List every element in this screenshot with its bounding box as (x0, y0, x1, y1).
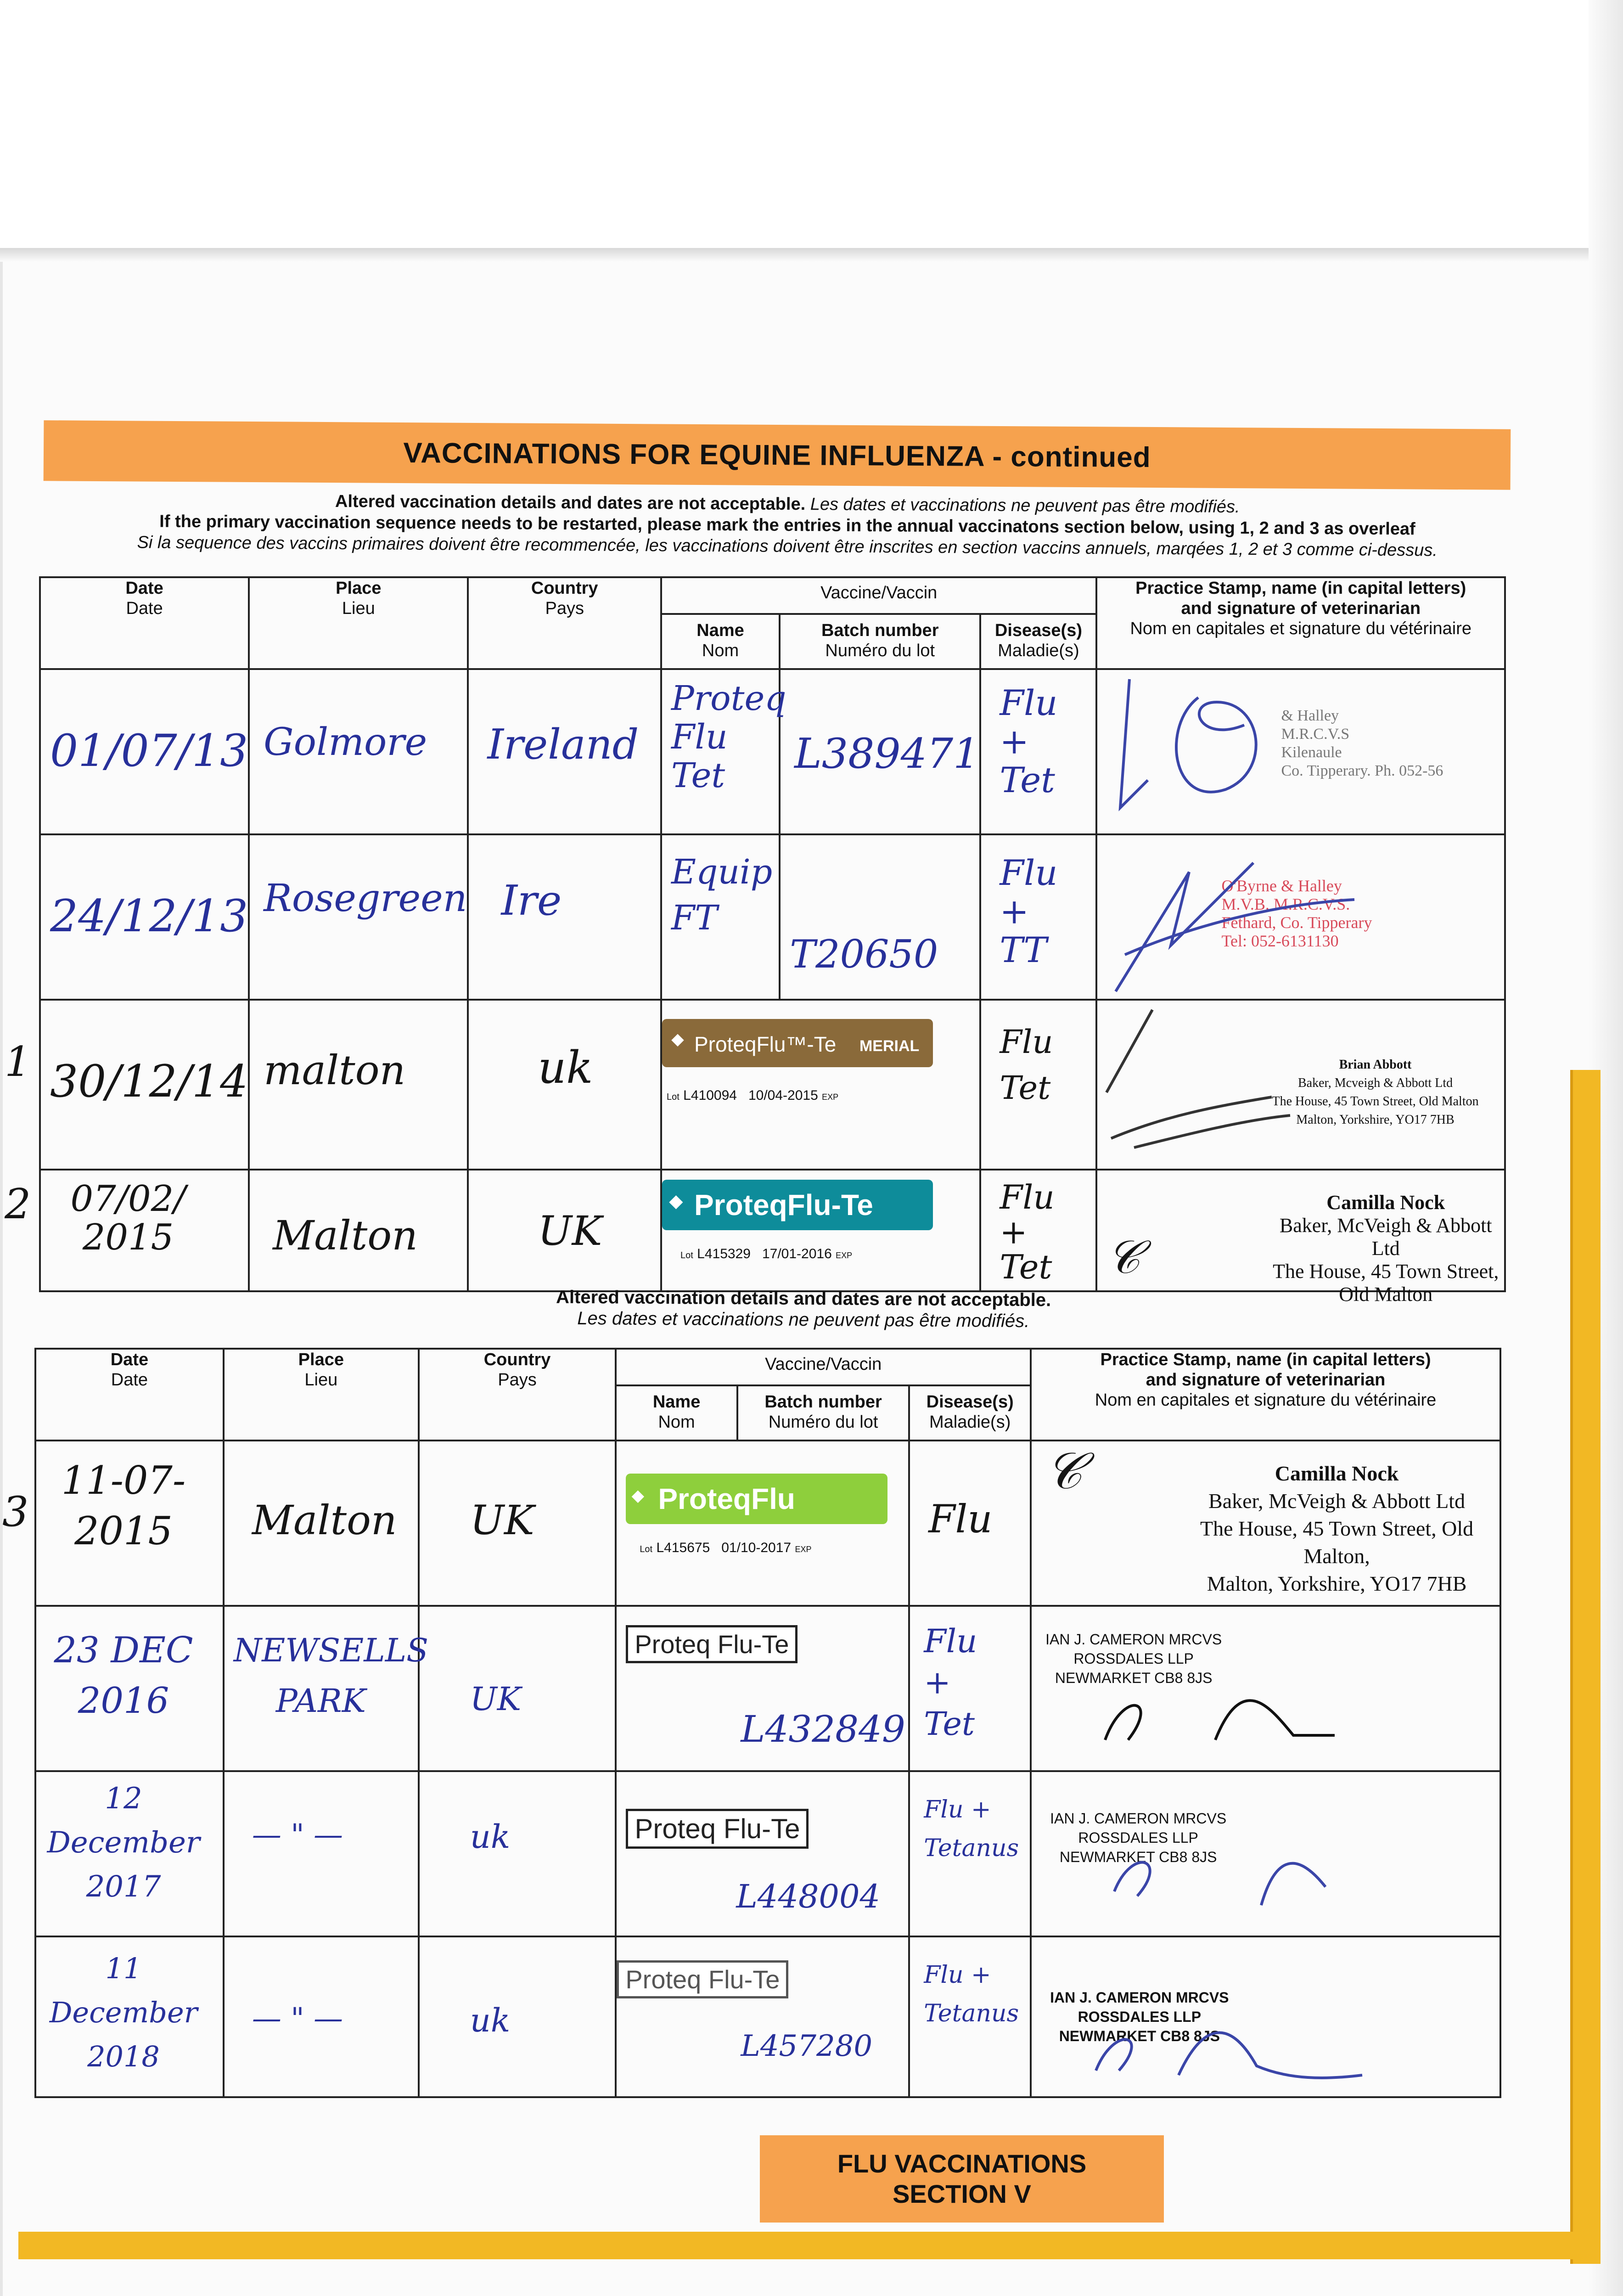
date-value: 24/12/13 (50, 890, 248, 942)
place-cell (224, 1936, 419, 2097)
country-value: uk (470, 1818, 511, 1856)
header-batch: Batch number Numéro du lot (780, 614, 980, 669)
date-cell (35, 1441, 224, 1606)
practice-stamp: IAN J. CAMERON MRCVS ROSSDALES LLP NEWMARKET CB8 8JS (1050, 1810, 1227, 1865)
notice-top-bold: Altered vaccination details and dates are not acceptable. (335, 491, 806, 514)
date-value: 30/12/14 (50, 1056, 248, 1107)
header-disease: Disease(s) Maladie(s) (980, 614, 1096, 669)
proteq-flu-te-label (662, 1180, 933, 1230)
disease-cell (909, 1771, 1031, 1936)
vaccine-label-cell (661, 1000, 980, 1170)
country-value: UK (470, 1680, 522, 1718)
label-lot-line: Lot L415675 01/10-2017 EXP (640, 1540, 812, 1555)
country-cell (419, 1441, 616, 1606)
header-vaccine: Vaccine/Vaccin (616, 1349, 1031, 1385)
signature-scribble: 𝒞 (1045, 1441, 1083, 1500)
batch-value: L432849 (741, 1708, 905, 1750)
vaccine-cell (616, 1606, 909, 1771)
country-value: UK (538, 1207, 602, 1255)
row-marker: 2 (5, 1180, 31, 1228)
stamp-cell (1031, 1936, 1500, 2097)
place-value: Malton (273, 1212, 418, 1259)
notice-top-line2: If the primary vaccination sequence needs to be restarted, please mark the entries in the annual vaccinatons section below, using 1, 2 and 3 as overleaf (159, 512, 1415, 539)
date-value: 12 December 2017 (47, 1782, 200, 1904)
disease-cell (980, 669, 1096, 834)
disease-value: Flu + TT (1000, 852, 1058, 970)
date-value: 07/02/ 2015 (70, 1178, 186, 1258)
signature-scribble (1078, 1818, 1362, 1924)
stamp-cell (1096, 834, 1505, 1000)
country-cell (419, 1936, 616, 2097)
country-cell (468, 1000, 661, 1170)
header-name: Name Nom (661, 614, 780, 669)
place-value: NEWSELLS PARK (233, 1632, 429, 1720)
disease-value: Flu + Tet (924, 1622, 977, 1743)
disease-value: Flu + Tetanus (924, 1961, 1019, 2027)
header-batch: Batch number Numéro du lot (737, 1385, 909, 1441)
table-row (35, 1441, 1500, 1606)
stamp-cell (1096, 1000, 1505, 1170)
notice-top-italic: Les dates et vaccinations ne peuvent pas être modifiés. (810, 495, 1240, 517)
table-row (40, 834, 1505, 1000)
page-top-edge (0, 248, 1595, 262)
header-date: Date Date (40, 577, 249, 669)
label-icon: ⬥ (668, 1190, 683, 1212)
table-row (40, 1000, 1505, 1170)
label-icon: ⬥ (671, 1029, 684, 1049)
practice-stamp: O'Byrne & Halley M.V.B. M.R.C.V.S. Fethard, Co. Tipperary Tel: 052-6131130 (1221, 877, 1372, 950)
proteq-flu-te-label (662, 1019, 933, 1067)
date-cell (40, 1170, 249, 1291)
header-practice-stamp: Practice Stamp, name (in capital letters) and signature of veterinarian Nom en capitales et signature du vétérinaire (1096, 577, 1505, 669)
stamp-cell (1031, 1606, 1500, 1771)
batch-value: L448004 (736, 1878, 881, 1915)
country-value: uk (470, 2002, 511, 2039)
label-icon: ⬥ (631, 1486, 645, 1506)
notice-top (64, 489, 1511, 561)
header-disease: Disease(s) Maladie(s) (909, 1385, 1031, 1441)
disease-cell (909, 1936, 1031, 2097)
notice-top-line3: Si la sequence des vaccins primaires doivent être recommencée, les vaccinations doivent être inscrites en section vaccins annuels, marqées 1, 2 et 3 comme ci-dessus. (137, 533, 1438, 560)
place-value: Rosegreen (264, 877, 467, 920)
date-cell (35, 1606, 224, 1771)
header-practice-stamp: Practice Stamp, name (in capital letters) and signature of veterinarian Nom en capitales et signature du vétérinaire (1031, 1349, 1500, 1441)
header-country: Country Pays (419, 1349, 616, 1441)
country-value: uk (538, 1042, 593, 1093)
batch-value: L389471 (794, 730, 980, 778)
date-cell (40, 1000, 249, 1170)
signature-scribble (1097, 835, 1382, 999)
vaccine-name-stamp: Proteq Flu-Te (626, 1809, 809, 1849)
proteq-flu-label (626, 1474, 887, 1524)
practice-stamp: Camilla Nock Baker, McVeigh & Abbott Ltd The House, 45 Town Street, Old Malton (1273, 1191, 1499, 1306)
header-date: Date Date (35, 1349, 224, 1441)
vaccine-cell (616, 1936, 909, 2097)
vaccine-label-cell (661, 1170, 980, 1291)
date-cell (40, 669, 249, 834)
label-maker: MERIAL (859, 1037, 920, 1055)
header-place: Place Lieu (224, 1349, 419, 1441)
label-product: ProteqFlu-Te (694, 1188, 873, 1221)
header-country: Country Pays (468, 577, 661, 669)
banner-title: VACCINATIONS FOR EQUINE INFLUENZA - continued (403, 437, 1151, 473)
disease-value: Flu (928, 1497, 993, 1542)
header-vaccine: Vaccine/Vaccin (661, 577, 1097, 614)
signature-scribble (1078, 1653, 1362, 1758)
stamp-cell (1096, 1170, 1505, 1306)
place-cell (224, 1771, 419, 1936)
notice-middle-line2: Les dates et vaccinations ne peuvent pas être modifiés. (577, 1308, 1030, 1332)
place-value: — " — (252, 2002, 343, 2036)
date-cell (40, 834, 249, 1000)
place-cell (249, 1000, 468, 1170)
place-value: — " — (252, 1818, 343, 1852)
country-cell (468, 1170, 661, 1291)
practice-stamp: Camilla Nock Baker, McVeigh & Abbott Ltd The House, 45 Town Street, Old Malton, Malton, Yorkshire, YO17 7HB (1200, 1462, 1474, 1595)
disease-cell (980, 1170, 1096, 1291)
section-banner (44, 420, 1511, 490)
disease-cell (909, 1606, 1031, 1771)
disease-value: Flu + Tet (1000, 682, 1058, 800)
practice-stamp: IAN J. CAMERON MRCVS ROSSDALES LLP NEWMARKET CB8 8JS (1050, 1989, 1229, 2044)
practice-stamp: IAN J. CAMERON MRCVS ROSSDALES LLP NEWMARKET CB8 8JS (1045, 1631, 1222, 1686)
stamp-cell (1031, 1441, 1500, 1606)
section-label-line1: FLU VACCINATIONS (837, 2149, 1087, 2178)
vaccine-label-cell (616, 1441, 909, 1606)
vaccine-name-stamp: Proteq Flu-Te (617, 1960, 788, 1998)
place-cell (249, 1170, 468, 1291)
country-value: Ire (501, 877, 562, 925)
vaccine-name-value: Equip FT (671, 852, 773, 938)
date-cell (35, 1936, 224, 2097)
vaccine-name-cell (661, 834, 780, 1000)
place-cell (224, 1441, 419, 1606)
section-label-line2: SECTION V (893, 2179, 1031, 2208)
vaccination-table-2 (34, 1348, 1501, 2098)
vaccine-name-value: Proteq Flu Tet (671, 679, 786, 795)
practice-stamp: & Halley M.R.C.V.S Kilenaule Co. Tipperary. Ph. 052-56 (1281, 707, 1443, 779)
signature-scribble (1059, 1988, 1381, 2093)
label-lot-line: Lot L410094 10/04-2015 EXP (666, 1088, 839, 1103)
vaccine-cell (616, 1771, 909, 1936)
country-cell (419, 1771, 616, 1936)
place-value: Golmore (264, 720, 427, 764)
table-row (40, 669, 1505, 834)
row-marker: 3 (2, 1488, 29, 1536)
notice-middle-line1: Altered vaccination details and dates are not acceptable. (556, 1287, 1051, 1311)
label-lot-line: Lot L415329 17/01-2016 EXP (680, 1246, 853, 1261)
country-value: Ireland (487, 720, 639, 769)
label-product: ProteqFlu™-Te (694, 1032, 837, 1056)
header-name: Name Nom (616, 1385, 737, 1441)
orange-section-tab (1570, 1070, 1601, 2264)
disease-value: Flu Tet (1000, 1023, 1053, 1107)
country-cell (468, 669, 661, 834)
date-cell (35, 1771, 224, 1936)
table-row (35, 1936, 1500, 2097)
batch-cell (780, 669, 980, 834)
disease-value: Flu + Tet (1000, 1178, 1055, 1286)
stamp-cell (1096, 669, 1505, 834)
table-row (35, 1606, 1500, 1771)
place-value: Malton (252, 1497, 397, 1544)
country-cell (468, 834, 661, 1000)
country-cell (419, 1606, 616, 1771)
batch-value: L457280 (741, 2029, 873, 2063)
date-value: 11 December 2018 (49, 1952, 198, 2073)
place-cell (249, 834, 468, 1000)
notice-middle (367, 1285, 1240, 1333)
disease-cell (980, 1000, 1096, 1170)
place-value: malton (264, 1047, 406, 1094)
header-place: Place Lieu (249, 577, 468, 669)
table-row (40, 1170, 1505, 1291)
vaccine-name-cell (661, 669, 786, 834)
table-row (35, 1771, 1500, 1936)
date-value: 23 DEC 2016 (54, 1630, 193, 1722)
vaccine-name-stamp: Proteq Flu-Te (626, 1625, 797, 1663)
place-cell (249, 669, 468, 834)
label-product: ProteqFlu (658, 1482, 795, 1515)
row-marker: 1 (5, 1038, 31, 1086)
batch-cell (780, 834, 980, 1000)
date-value: 01/07/13 (50, 725, 248, 777)
practice-stamp: Brian Abbott Baker, Mcveigh & Abbott Ltd The House, 45 Town Street, Old Malton Malton, Yorkshire, YO17 7HB (1272, 1058, 1479, 1127)
date-value: 11-07- 2015 (61, 1458, 186, 1553)
place-cell (224, 1606, 429, 1771)
signature-scribble: 𝒞 (1106, 1230, 1140, 1284)
stamp-cell (1031, 1771, 1500, 1936)
orange-bottom-strip (18, 2232, 1598, 2259)
disease-value: Flu + Tetanus (924, 1796, 1019, 1862)
section-label-box (760, 2135, 1164, 2223)
disease-cell (980, 834, 1096, 1000)
disease-cell (909, 1441, 1031, 1606)
country-value: UK (470, 1497, 534, 1544)
batch-value: T20650 (790, 932, 938, 977)
